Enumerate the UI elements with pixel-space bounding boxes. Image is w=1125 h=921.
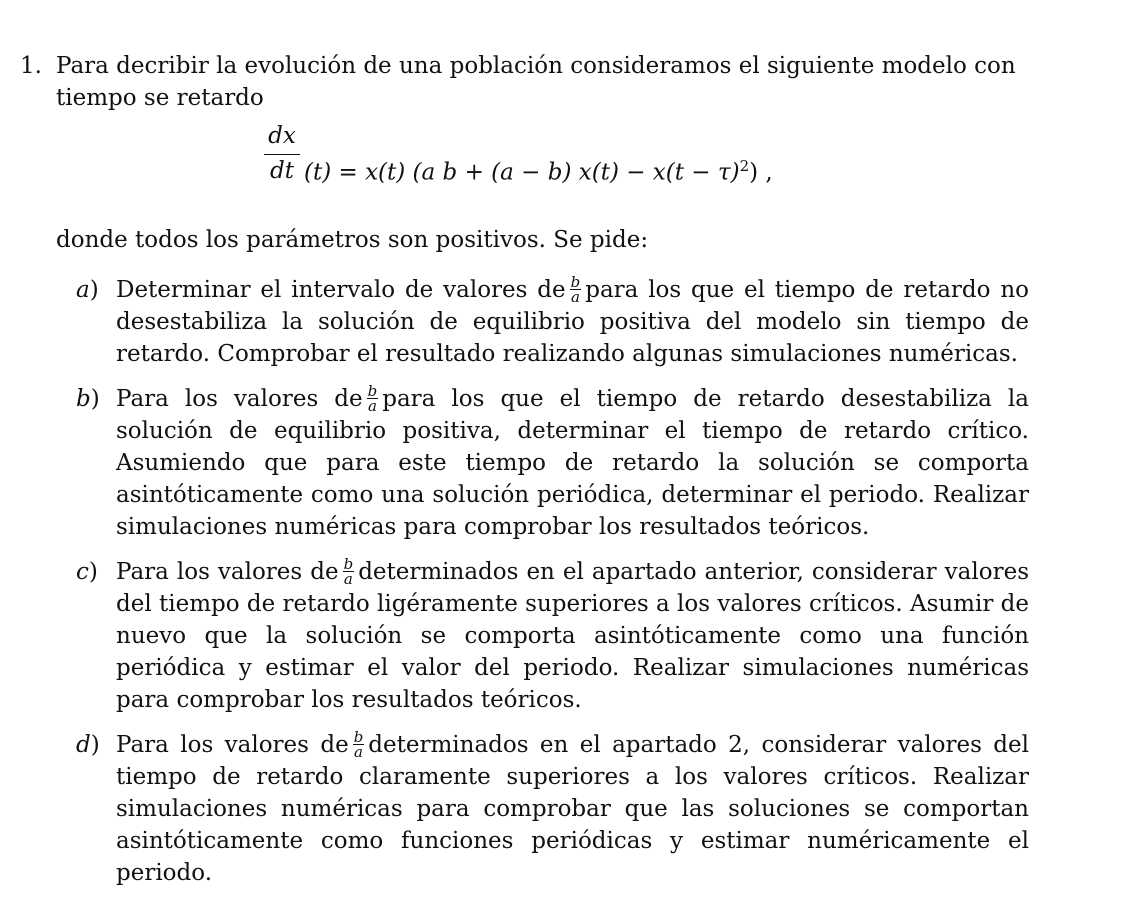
equation-rhs [304, 150, 773, 189]
delay-equation [20, 122, 1030, 218]
equation-rhs-body: (t) = x(t) (a b + (a − b) x(t) − x(t − τ) [304, 159, 740, 186]
item-text: Para los valores de $\frac{b}{a}$ para los que el tiempo de retardo desestabiliza la solución de equilibrio positiva, determinar el tiempo de retardo crítico. Asumiendo que para este tiempo de retardo la solución se comporta asintóticamente como una solución periódica, determinar el periodo. Realizar simulaciones numéricas para comprobar los resultados teóricos. [116, 381, 1029, 540]
item-label: d) [76, 732, 100, 758]
item-text: Determinar el intervalo de valores de $\frac{b}{a}$ para los que el tiempo de retardo no desestabiliza la solución de equilibrio positiva del modelo sin tiempo de retardo. Comprobar el resultado realizando algunas simulaciones numéricas. [116, 272, 1029, 367]
problem-intro-line2: tiempo se retardo [56, 85, 264, 111]
sub-question-a [76, 272, 1029, 370]
b-over-a-fraction: $\frac{b}{a}$ [570, 272, 581, 306]
problem-1 [20, 50, 1030, 902]
fraction-bar [264, 154, 300, 155]
b-over-a-fraction: $\frac{b}{a}$ [353, 727, 364, 761]
derivative-numerator: dx [268, 123, 296, 149]
sub-question-d [76, 727, 1029, 889]
item-text: Para los valores de $\frac{b}{a}$ determinados en el apartado 2, considerar valores del tiempo de retardo claramente superiores a los valores críticos. Realizar simulaciones numéricas para comprobar que las soluciones se comportan asintóticamente como funciones periódicas y estimar numéricamente el periodo. [116, 727, 1029, 886]
problem-statement: donde todos los parámetros son positivos. Se pide: [56, 227, 649, 253]
item-label: b) [76, 386, 100, 412]
item-text: Para los valores de $\frac{b}{a}$ determinados en el apartado anterior, considerar valores del tiempo de retardo ligéramente superiores a los valores críticos. Asumir de nuevo que la solución se comporta asintóticamente como una función periódica y estimar el valor del periodo. Realizar simulaciones numéricas para comprobar los resultados teóricos. [116, 554, 1029, 713]
sub-question-b [76, 381, 1029, 543]
equation-rhs-end: ) , [749, 159, 773, 186]
item-label: a) [76, 277, 99, 303]
item-label: c) [76, 559, 98, 585]
derivative-denominator: dt [270, 158, 294, 184]
equation-exponent: 2 [739, 157, 750, 175]
problem-intro-text: Para decribir la evolución de una población consideramos el siguiente modelo con [56, 53, 1016, 79]
sub-question-list [20, 274, 1030, 889]
b-over-a-fraction: $\frac{b}{a}$ [343, 554, 354, 588]
b-over-a-fraction: $\frac{b}{a}$ [367, 381, 378, 415]
problem-intro-line1 [20, 50, 1030, 82]
derivative-fraction [264, 122, 300, 185]
problem-number: 1. [20, 53, 42, 79]
sub-question-c [76, 554, 1029, 716]
